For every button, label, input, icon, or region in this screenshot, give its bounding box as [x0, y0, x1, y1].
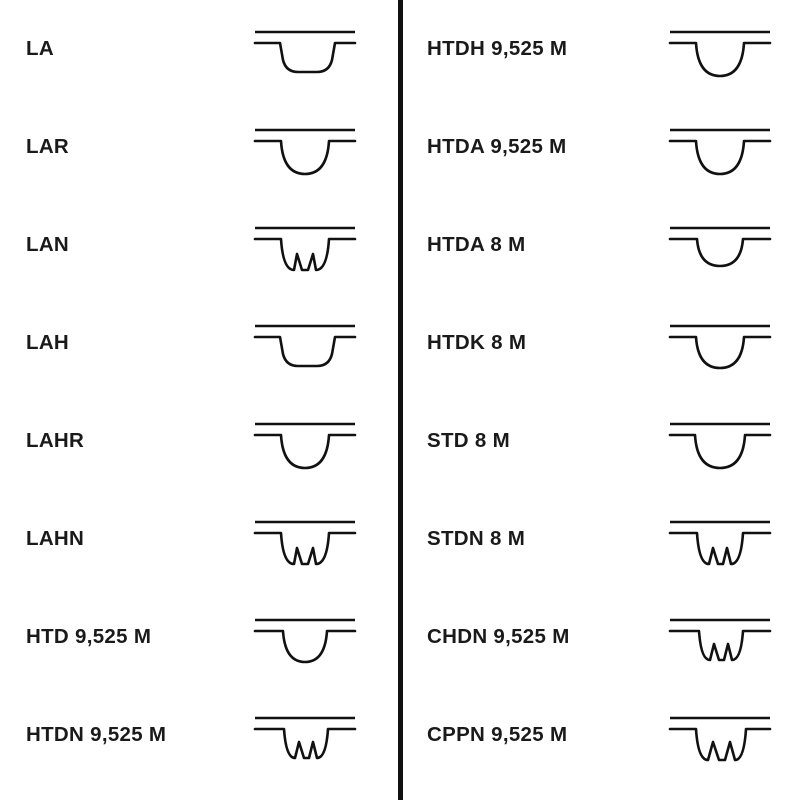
- profile-label: HTD 9,525 M: [26, 625, 152, 648]
- profile-label: CHDN 9,525 M: [427, 625, 570, 648]
- profile-label: HTDA 9,525 M: [427, 135, 567, 158]
- profile-label: LAH: [26, 331, 70, 354]
- tooth-profile-graphic: [665, 112, 800, 182]
- profile-row: [0, 686, 398, 784]
- tooth-profile-graphic: [250, 112, 398, 182]
- profile-label: HTDK 8 M: [427, 331, 527, 354]
- tooth-profile-graphic: [250, 406, 398, 476]
- profile-row: [403, 98, 800, 196]
- profile-row: [0, 0, 398, 98]
- profile-label: HTDA 8 M: [427, 233, 526, 256]
- tooth-profile-graphic: [250, 14, 398, 84]
- profile-row: [0, 196, 398, 294]
- profile-row: [403, 0, 800, 98]
- tooth-profile-graphic: [665, 700, 800, 770]
- profile-row: [0, 490, 398, 588]
- profile-label: LA: [26, 37, 54, 60]
- profile-row: [0, 98, 398, 196]
- profile-label: STDN 8 M: [427, 527, 526, 550]
- profile-row: [403, 686, 800, 784]
- profile-row: [403, 294, 800, 392]
- profile-row: [403, 392, 800, 490]
- profile-label: LAHR: [26, 429, 85, 452]
- profile-label: LAR: [26, 135, 70, 158]
- profile-label: HTDH 9,525 M: [427, 37, 568, 60]
- tooth-profile-graphic: [665, 210, 800, 280]
- tooth-profile-graphic: [250, 308, 398, 378]
- profile-label: LAN: [26, 233, 70, 256]
- left-column: [0, 0, 398, 800]
- tooth-profile-graphic: [665, 406, 800, 476]
- profile-row: [0, 294, 398, 392]
- profile-label: LAHN: [26, 527, 85, 550]
- tooth-profile-graphic: [665, 504, 800, 574]
- profile-label: HTDN 9,525 M: [26, 723, 167, 746]
- profile-row: [0, 588, 398, 686]
- tooth-profile-graphic: [250, 700, 398, 770]
- tooth-profile-graphic: [665, 308, 800, 378]
- profile-row: [0, 392, 398, 490]
- right-column: [403, 0, 800, 800]
- profile-label: STD 8 M: [427, 429, 510, 452]
- tooth-profile-graphic: [250, 210, 398, 280]
- profile-row: [403, 490, 800, 588]
- tooth-profile-graphic: [250, 602, 398, 672]
- profile-label: CPPN 9,525 M: [427, 723, 568, 746]
- profile-row: [403, 196, 800, 294]
- tooth-profile-graphic: [665, 602, 800, 672]
- tooth-profile-graphic: [250, 504, 398, 574]
- profile-row: [403, 588, 800, 686]
- tooth-profile-graphic: [665, 14, 800, 84]
